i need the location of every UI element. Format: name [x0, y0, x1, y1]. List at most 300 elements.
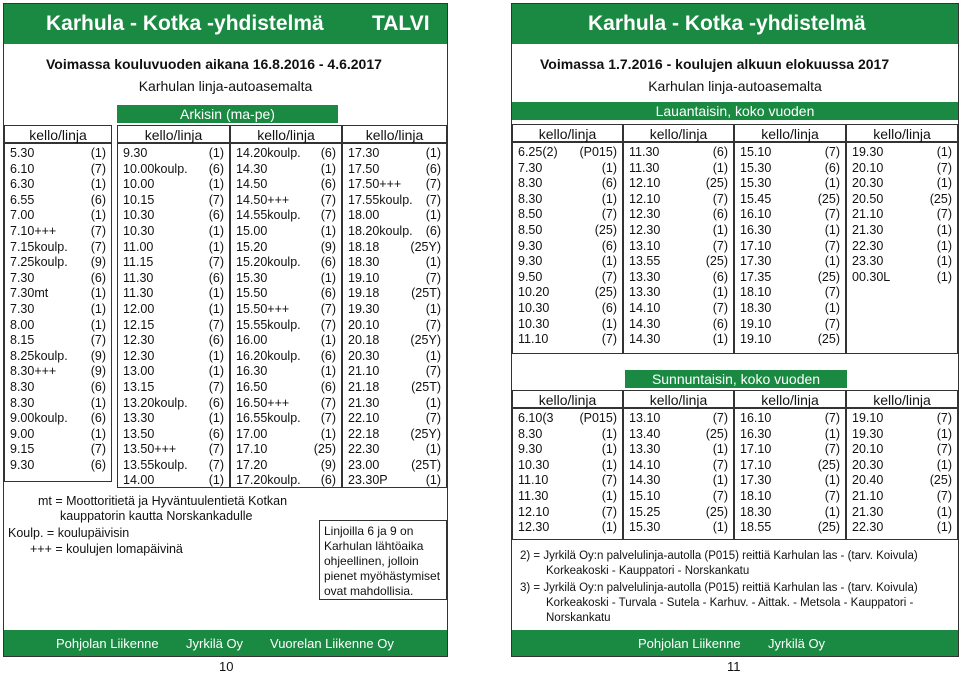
departure-row [513, 192, 622, 208]
departure-time: 14.30 [629, 316, 661, 331]
departure-row [513, 411, 622, 427]
departure-time: 8.30 [518, 426, 543, 441]
route-code: (6) [601, 238, 617, 253]
departure-time: 20.30 [852, 457, 884, 472]
departure-time: 10.30 [518, 457, 550, 472]
departure-row [231, 224, 341, 240]
departure-row [5, 271, 111, 287]
operator-name: Pohjolan Liikenne [638, 636, 741, 651]
departure-row [118, 349, 229, 365]
departure-time: 15.30 [629, 520, 661, 535]
departure-time: 13.40 [629, 426, 661, 441]
departure-row [118, 208, 229, 224]
departure-row [231, 286, 341, 302]
route-code: (7) [601, 473, 617, 488]
departure-row [5, 286, 111, 302]
departure-time: 15.30 [740, 160, 772, 175]
route-code: (6) [712, 316, 728, 331]
route-code: (1) [320, 333, 336, 348]
route-code: (1) [208, 177, 224, 192]
route-code: (1) [90, 177, 106, 192]
route-code: (1) [712, 285, 728, 300]
departure-time: 17.10 [740, 442, 772, 457]
departure-row [735, 411, 845, 427]
departure-row [118, 146, 229, 162]
departure-time: 19.18 [348, 286, 380, 301]
route-code: (7) [90, 442, 106, 457]
departure-time: 17.50 [348, 161, 380, 176]
departure-time: 22.30 [852, 520, 884, 535]
departure-row [735, 301, 845, 317]
departure-time: 12.10 [629, 176, 661, 191]
departure-time: 5.30 [10, 146, 35, 160]
operator-name: Pohjolan Liikenne [56, 636, 159, 651]
departure-time: 12.30 [629, 222, 661, 237]
route-code: (7) [936, 207, 952, 222]
route-code: (1) [320, 161, 336, 176]
departure-row [513, 427, 622, 443]
route-code: (1) [601, 457, 617, 472]
departure-row [343, 302, 446, 318]
route-code: (1) [824, 473, 840, 488]
departure-time: 15.50 [236, 286, 268, 301]
route-code: (7) [208, 379, 224, 394]
departure-time: 6.55 [10, 192, 35, 207]
route-code: (7) [712, 238, 728, 253]
route-code: (7) [208, 457, 224, 472]
departure-row [847, 505, 957, 521]
legend-plus: +++ = koulujen lomapäivinä [30, 542, 183, 556]
route-code: (1) [824, 504, 840, 519]
route-code: (7) [712, 191, 728, 206]
route-code: (25) [313, 442, 336, 457]
route-code: (1) [601, 442, 617, 457]
departure-row [343, 240, 446, 256]
departure-time: 11.10 [518, 332, 549, 347]
departure-row [847, 473, 957, 489]
departure-row [847, 520, 957, 536]
departure-time: 16.20koulp. [236, 348, 301, 363]
route-code: (1) [208, 223, 224, 238]
legend-mt-cont: kauppatorin kautta Norskankadulle [60, 509, 253, 523]
departure-time: 15.25 [629, 504, 661, 519]
departure-row [5, 302, 111, 318]
departure-time: 12.00 [123, 301, 155, 316]
departure-time: 9.50 [518, 269, 543, 284]
departure-time: 18.55 [740, 520, 772, 535]
departure-time: 16.00 [236, 333, 268, 348]
departure-row [5, 208, 111, 224]
departure-row [343, 442, 446, 458]
departure-time: 13.50 [123, 426, 155, 441]
route-code: (25) [817, 269, 840, 284]
departure-time: 8.50 [518, 207, 543, 222]
route-code: (1) [90, 301, 106, 316]
departure-time: 11.30 [518, 488, 549, 503]
departure-row [5, 255, 111, 271]
departure-row [118, 318, 229, 334]
route-code: (1) [601, 316, 617, 331]
departure-row [624, 442, 733, 458]
route-code: (7) [425, 317, 441, 332]
departure-row [624, 301, 733, 317]
departure-row [513, 239, 622, 255]
departure-row [735, 505, 845, 521]
route-code: (25) [817, 332, 840, 347]
col-header: kello/linja [846, 390, 958, 408]
legend-mt: mt = Moottoritietä ja Hyväntuulentietä Kotkan [38, 494, 288, 508]
departure-row [624, 505, 733, 521]
departure-row [231, 193, 341, 209]
departure-row [513, 458, 622, 474]
departure-time: 20.30 [348, 348, 380, 363]
departure-time: 23.00 [348, 457, 380, 472]
departure-row [735, 489, 845, 505]
route-code: (6) [320, 286, 336, 301]
departure-time: 21.30 [348, 395, 380, 410]
route-code: (1) [824, 176, 840, 191]
departure-time: 8.15 [10, 333, 35, 348]
departure-time: 10.00koulp. [123, 161, 188, 176]
departure-time: 14.50+++ [236, 192, 290, 207]
departure-time: 12.30 [123, 333, 155, 348]
departure-row [343, 208, 446, 224]
departure-row [231, 458, 341, 474]
departure-time: 18.00 [348, 208, 380, 223]
route-code: (6) [824, 160, 840, 175]
departure-row [847, 192, 957, 208]
sunday-column-2 [623, 408, 734, 540]
departure-row [513, 176, 622, 192]
right-page [511, 3, 959, 657]
route-code: (1) [425, 473, 441, 488]
departure-time: 13.30 [123, 411, 155, 426]
departure-time: 12.30 [518, 520, 550, 535]
route-code: (7) [320, 192, 336, 207]
route-code: (1) [208, 364, 224, 379]
weekday-band: Arkisin (ma-pe) [117, 105, 338, 123]
departure-row [343, 162, 446, 178]
sunday-band: Sunnuntaisin, koko vuoden [625, 370, 847, 388]
departure-row [624, 285, 733, 301]
departure-row [118, 271, 229, 287]
col-header: kello/linja [623, 390, 734, 408]
departure-row [513, 505, 622, 521]
departure-time: 14.55koulp. [236, 208, 301, 223]
departure-row [624, 270, 733, 286]
departure-row [118, 286, 229, 302]
departure-time: 10.30 [518, 300, 550, 315]
right-validity: Voimassa 1.7.2016 - koulujen alkuun elokuussa 2017 [540, 56, 890, 72]
route-code: (7) [712, 411, 728, 425]
route-code: (1) [208, 146, 224, 160]
route-code: (7) [824, 488, 840, 503]
left-page [3, 3, 448, 657]
departure-row [231, 162, 341, 178]
saturday-column-1 [512, 142, 623, 354]
route-code: (1) [601, 254, 617, 269]
departure-row [118, 427, 229, 443]
departure-time: 13.10 [629, 411, 661, 425]
route-code: (6) [320, 146, 336, 160]
departure-time: 7.10+++ [10, 223, 57, 238]
departure-row [847, 442, 957, 458]
route-code: (1) [601, 426, 617, 441]
departure-time: 18.30 [740, 504, 772, 519]
route-code: (1) [90, 395, 106, 410]
col-header: kello/linja [734, 124, 846, 142]
departure-time: 11.10 [518, 473, 549, 488]
departure-row [735, 317, 845, 333]
route-code: (25) [929, 473, 952, 488]
route-code: (6) [90, 411, 106, 426]
departure-time: 7.00 [10, 208, 35, 223]
col-header: kello/linja [734, 390, 846, 408]
departure-row [513, 161, 622, 177]
departure-time: 19.30 [852, 426, 884, 441]
departure-time: 17.50+++ [348, 177, 402, 192]
departure-row [5, 333, 111, 349]
route-code: (1) [208, 411, 224, 426]
departure-time: 8.30+++ [10, 364, 57, 379]
left-title: Karhula - Kotka -yhdistelmä [46, 12, 324, 35]
route-code: (25T) [411, 457, 441, 472]
departure-row [5, 146, 111, 162]
departure-row [513, 207, 622, 223]
departure-row [735, 332, 845, 348]
departure-row [624, 520, 733, 536]
departure-row [847, 270, 957, 286]
route-code: (7) [936, 488, 952, 503]
departure-time: 11.00 [123, 239, 154, 254]
route-code: (7) [90, 161, 106, 176]
departure-time: 9.30 [518, 442, 543, 457]
departure-time: 15.10 [740, 145, 772, 159]
route-code: (7) [712, 457, 728, 472]
col-header: kello/linja [230, 125, 342, 143]
departure-time: 21.10 [348, 364, 380, 379]
departure-time: 6.10(3 [518, 411, 554, 425]
route-code: (7) [601, 504, 617, 519]
route-code: (1) [936, 238, 952, 253]
route-code: (1) [90, 146, 106, 160]
right-title: Karhula - Kotka -yhdistelmä [588, 12, 866, 35]
departure-row [735, 192, 845, 208]
departure-row [231, 255, 341, 271]
departure-time: 15.20koulp. [236, 255, 301, 270]
departure-time: 13.55koulp. [123, 457, 188, 472]
departure-row [231, 271, 341, 287]
departure-row [343, 380, 446, 396]
departure-time: 22.30 [348, 442, 380, 457]
departure-row [118, 396, 229, 412]
sunday-column-3 [734, 408, 846, 540]
route-code: (1) [90, 426, 106, 441]
departure-time: 16.55koulp. [236, 411, 301, 426]
route-code: (1) [712, 473, 728, 488]
departure-row [118, 193, 229, 209]
departure-time: 19.10 [852, 411, 884, 425]
departure-row [231, 411, 341, 427]
route-code: (1) [824, 300, 840, 315]
operator-name: Vuorelan Liikenne Oy [270, 636, 394, 651]
departure-time: 17.20 [236, 457, 268, 472]
departure-time: 21.18 [348, 379, 380, 394]
departure-row [735, 458, 845, 474]
route-code: (1) [824, 426, 840, 441]
departure-row [231, 302, 341, 318]
departure-time: 10.00 [123, 177, 155, 192]
departure-time: 19.30 [852, 145, 884, 159]
departure-time: 13.50+++ [123, 442, 177, 457]
route-code: (1) [824, 254, 840, 269]
route-code: (1) [208, 473, 224, 488]
departure-row [343, 318, 446, 334]
route-code: (P015) [579, 145, 617, 159]
departure-time: 8.30 [518, 191, 543, 206]
right-footer [512, 630, 958, 656]
route-code: (1) [936, 269, 952, 284]
col-header: kello/linja [512, 124, 623, 142]
route-code: (7) [90, 333, 106, 348]
departure-time: 12.30 [629, 207, 661, 222]
route-code: (1) [601, 488, 617, 503]
departure-time: 8.25koulp. [10, 348, 68, 363]
route-code: (7) [824, 442, 840, 457]
col-header: kello/linja [342, 125, 447, 143]
route-code: (1) [601, 520, 617, 535]
departure-time: 11.30 [629, 145, 660, 159]
departure-row [5, 177, 111, 193]
season-label: TALVI [372, 12, 430, 35]
departure-time: 17.30 [740, 254, 772, 269]
route-code: (6) [712, 269, 728, 284]
departure-time: 7.30 [10, 270, 35, 285]
route-code: (25) [594, 285, 617, 300]
departure-time: 7.15koulp. [10, 239, 68, 254]
route-code: (6) [425, 223, 441, 238]
departure-row [118, 364, 229, 380]
departure-time: 17.20koulp. [236, 473, 301, 488]
departure-time: 17.35 [740, 269, 772, 284]
route-code: (6) [712, 145, 728, 159]
route-code: (1) [208, 301, 224, 316]
departure-row [624, 473, 733, 489]
route-code: (7) [601, 269, 617, 284]
route-code: (7) [824, 316, 840, 331]
departure-row [5, 240, 111, 256]
departure-row [847, 427, 957, 443]
departure-time: 17.10 [740, 457, 772, 472]
departure-row [624, 239, 733, 255]
departure-time: 13.20koulp. [123, 395, 188, 410]
departure-time: 12.30 [123, 348, 155, 363]
route-code: (9) [90, 364, 106, 379]
departure-row [735, 473, 845, 489]
departure-row [847, 161, 957, 177]
route-code: (7) [936, 160, 952, 175]
departure-time: 18.30 [348, 255, 380, 270]
departure-row [118, 458, 229, 474]
departure-time: 10.20 [518, 285, 550, 300]
route-code: (9) [90, 255, 106, 270]
departure-time: 8.30 [518, 176, 543, 191]
departure-row [343, 333, 446, 349]
departure-row [513, 145, 622, 161]
route-code: (25Y) [410, 239, 441, 254]
route-code: (1) [90, 317, 106, 332]
departure-time: 9.00koulp. [10, 411, 68, 426]
route-code: (6) [320, 177, 336, 192]
departure-row [5, 193, 111, 209]
weekday-column-1 [4, 143, 112, 482]
left-origin: Karhulan linja-autoasemalta [138, 78, 313, 94]
route-code: (1) [425, 301, 441, 316]
route-code: (1) [208, 286, 224, 301]
departure-row [118, 255, 229, 271]
departure-time: 16.30 [740, 222, 772, 237]
route-code: (7) [824, 207, 840, 222]
footnote-3-cont: Korkeakoski - Turvala - Sutela - Karhuv. - Aittak. - Metsola - Kauppatori - [546, 597, 914, 609]
route-code: (1) [936, 426, 952, 441]
departure-row [624, 317, 733, 333]
departure-row [231, 442, 341, 458]
departure-time: 19.30 [348, 301, 380, 316]
departure-time: 8.30 [10, 379, 35, 394]
departure-row [5, 224, 111, 240]
departure-row [5, 411, 111, 427]
left-validity: Voimassa kouluvuoden aikana 16.8.2016 - 4.6.2017 [46, 56, 382, 72]
route-code: (1) [208, 239, 224, 254]
route-code: (25T) [411, 379, 441, 394]
footnote-3: 3) = Jyrkilä Oy:n palvelulinja-autolla (P015) reittiä Karhulan las - (tarv. Koivula) [520, 582, 918, 594]
departure-row [5, 396, 111, 412]
departure-row [735, 239, 845, 255]
route-code: (1) [320, 364, 336, 379]
route-code: (7) [425, 192, 441, 207]
route-code: (7) [208, 192, 224, 207]
departure-time: 19.10 [740, 316, 772, 331]
departure-time: 15.45 [740, 191, 772, 206]
departure-row [847, 254, 957, 270]
departure-row [231, 333, 341, 349]
departure-time: 9.00 [10, 426, 35, 441]
departure-row [847, 489, 957, 505]
departure-time: 20.50 [852, 191, 884, 206]
departure-row [513, 489, 622, 505]
route-code: (6) [601, 300, 617, 315]
departure-time: 10.30 [123, 223, 155, 238]
departure-time: 13.10 [629, 238, 661, 253]
departure-row [735, 285, 845, 301]
route-code: (7) [320, 208, 336, 223]
departure-time: 20.18 [348, 333, 380, 348]
route-code: (25) [817, 191, 840, 206]
departure-time: 8.00 [10, 317, 35, 332]
footnote-3-cont: Norskankatu [546, 612, 611, 624]
departure-time: 13.30 [629, 269, 661, 284]
departure-row [624, 458, 733, 474]
departure-time: 12.10 [629, 191, 661, 206]
route-code: (6) [601, 176, 617, 191]
departure-row [735, 161, 845, 177]
route-code: (25) [705, 254, 728, 269]
route-code: (7) [90, 239, 106, 254]
departure-row [624, 489, 733, 505]
route-code: (P015) [579, 411, 617, 425]
departure-time: 21.30 [852, 222, 884, 237]
departure-row [5, 380, 111, 396]
